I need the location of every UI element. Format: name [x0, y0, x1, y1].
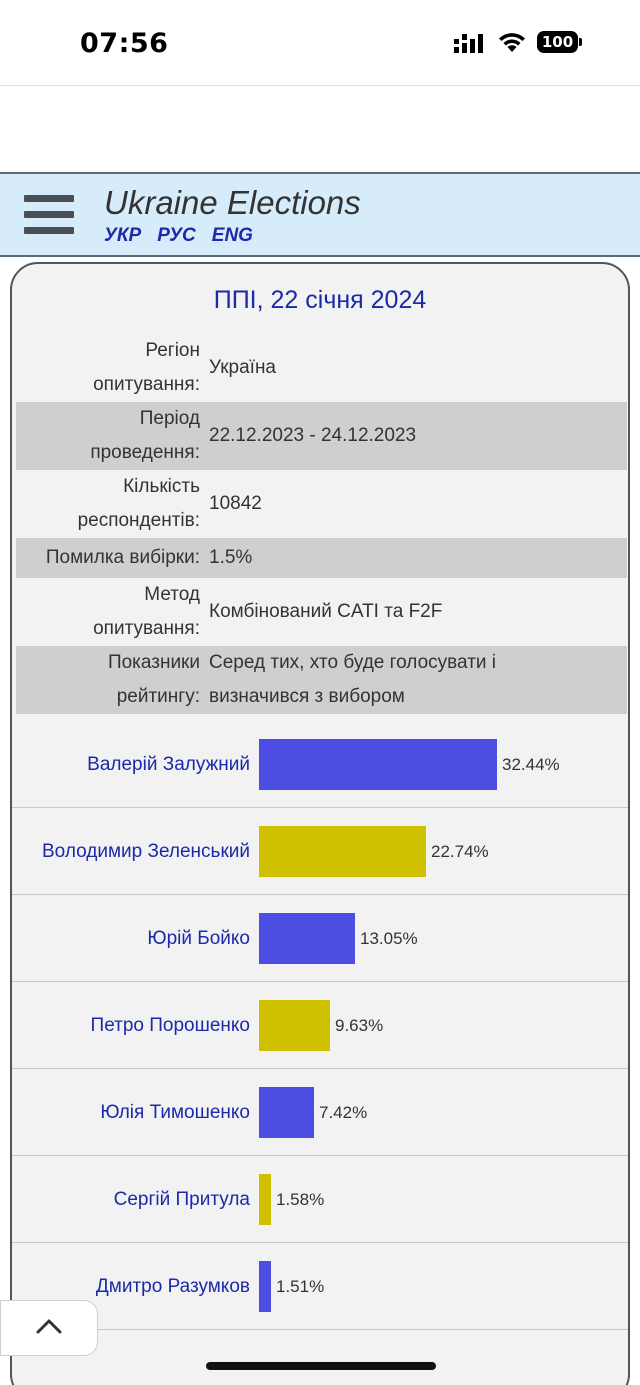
cellular-signal-icon: [453, 32, 487, 54]
info-value: Комбінований CATI та F2F: [209, 601, 443, 622]
status-bar: [0, 0, 640, 86]
candidate-percentage: 1.51%: [276, 1277, 325, 1296]
candidate-percentage: 1.58%: [276, 1190, 325, 1209]
candidate-bar: [259, 1261, 271, 1312]
candidate-name-link[interactable]: Петро Порошенко: [90, 1015, 250, 1036]
wifi-icon: [497, 31, 527, 53]
battery-icon: [537, 31, 583, 53]
lang-link-rus[interactable]: РУС: [157, 225, 196, 246]
back-to-top-button[interactable]: [0, 1300, 98, 1356]
info-label: Період проведення:: [90, 408, 200, 463]
candidate-name-link[interactable]: Сергій Притула: [113, 1189, 250, 1210]
candidate-row: [12, 721, 628, 808]
lang-link-ukr[interactable]: УКР: [104, 225, 142, 246]
candidate-name-link[interactable]: Дмитро Разумков: [95, 1276, 250, 1297]
candidate-bar: [259, 739, 497, 790]
candidate-name-link[interactable]: Юлія Тимошенко: [100, 1102, 250, 1123]
candidate-percentage: 13.05%: [360, 929, 418, 948]
info-row-rating: [16, 646, 627, 714]
candidate-bar: [259, 1000, 330, 1051]
info-label: Регіон опитування:: [93, 340, 200, 395]
language-switcher: [104, 225, 253, 247]
info-value: 1.5%: [209, 547, 253, 568]
poll-title: ППІ, 22 січня 2024: [213, 286, 427, 314]
candidate-row: [12, 808, 628, 895]
candidate-name-link[interactable]: Володимир Зеленський: [42, 841, 250, 862]
candidate-bar: [259, 913, 355, 964]
candidate-bar: [259, 826, 426, 877]
info-value: Україна: [209, 357, 277, 378]
candidate-row: [12, 982, 628, 1069]
info-label: Показники рейтингу:: [107, 652, 200, 707]
candidate-percentage: 9.63%: [335, 1016, 384, 1035]
info-row-respondents: [16, 470, 627, 538]
candidate-row: [12, 895, 628, 982]
home-indicator: [206, 1362, 436, 1370]
candidate-bar: [259, 1087, 314, 1138]
candidate-row: [12, 1156, 628, 1243]
info-value: 10842: [209, 493, 262, 514]
candidate-row: [12, 1069, 628, 1156]
candidate-name-link[interactable]: Валерій Залужний: [87, 754, 250, 775]
candidate-percentage: 7.42%: [319, 1103, 368, 1122]
status-time: 07:56: [80, 28, 169, 59]
info-row-period: [16, 402, 627, 470]
chevron-up-icon: [35, 1317, 63, 1335]
site-header: [0, 172, 640, 257]
info-row-error: [16, 538, 627, 578]
candidate-bar: [259, 1174, 271, 1225]
info-row-method: [16, 578, 627, 646]
candidate-row: [12, 1243, 628, 1330]
candidate-percentage: 22.74%: [431, 842, 489, 861]
lang-link-eng[interactable]: ENG: [211, 225, 253, 246]
site-title[interactable]: Ukraine Elections: [104, 184, 361, 221]
poll-card: [10, 262, 630, 1385]
info-value: Серед тих, хто буде голосувати і визначився з вибором: [209, 652, 497, 707]
info-value: 22.12.2023 - 24.12.2023: [209, 425, 417, 446]
hamburger-menu-icon[interactable]: [24, 195, 74, 237]
info-label: Кількість респондентів:: [77, 476, 200, 531]
candidate-percentage: 32.44%: [502, 755, 560, 774]
candidate-name-link[interactable]: Юрій Бойко: [147, 928, 250, 949]
battery-level: 100: [537, 31, 578, 53]
info-label: Помилка вибірки:: [45, 547, 200, 568]
info-label: Метод опитування:: [93, 584, 200, 639]
info-row-region: [16, 334, 627, 402]
